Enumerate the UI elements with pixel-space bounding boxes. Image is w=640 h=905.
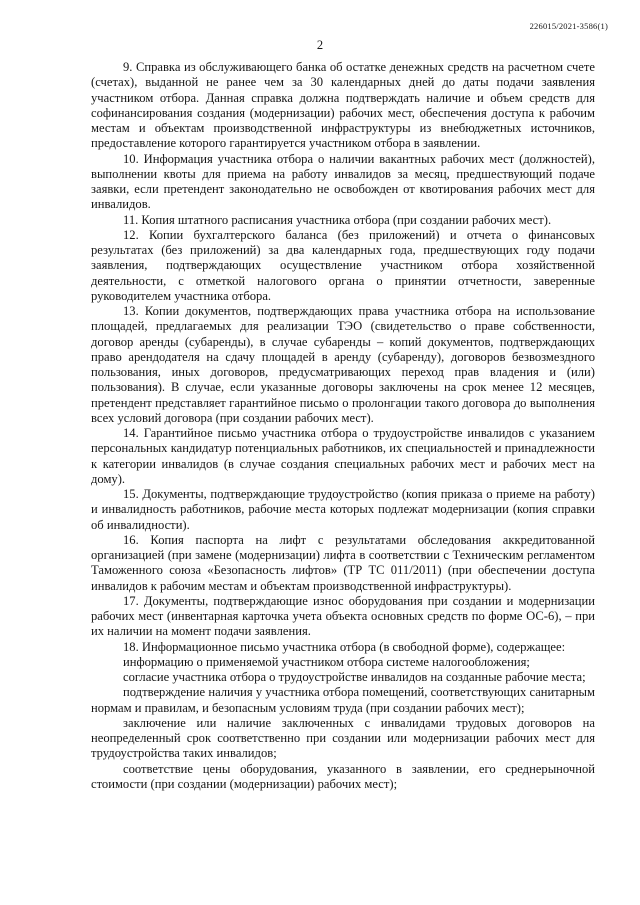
paragraph-18: 18. Информационное письмо участника отбора (в свободной форме), содержащее: bbox=[123, 639, 566, 654]
paragraph-17: 17. Документы, подтверждающие износ оборудования при создании и модернизации рабочих мест (инвентарная карточка учета объекта основных средств по форме ОС-6), – при их наличии на момент подачи заявления. bbox=[91, 593, 595, 639]
paragraph-15: 15. Документы, подтверждающие трудоустройство (копия приказа о приеме на работу) и инвалидность работников, рабочие места которых подлежат модернизации (копия справки об инвалидности). bbox=[91, 487, 595, 532]
paragraph-18-item-equipment-price: соответствие цены оборудования, указанного в заявлении, его среднерыночной стоимости (при создании (модернизации) рабочих мест); bbox=[91, 761, 595, 791]
paragraph-18-item-consent: согласие участника отбора о трудоустройстве инвалидов на созданные рабочие места; bbox=[123, 670, 586, 684]
paragraph-14: 14. Гарантийное письмо участника отбора о трудоустройстве инвалидов с указанием персональных кандидатур потенциальных работников, их специальностей и принадлежности к категории инвалидов (в случае создания специальных рабочих мест и рабочих мест на дому). bbox=[91, 426, 595, 486]
paragraph-18-item-premises: подтверждение наличия у участника отбора помещений, соответствующих санитарным нормам и правилам, и безопасным условиям труда (при создании рабочих мест); bbox=[91, 685, 595, 715]
document-body bbox=[91, 60, 595, 792]
page-number: 2 bbox=[316, 38, 324, 52]
paragraph-16: 16. Копия паспорта на лифт с результатами обследования аккредитованной организацией (при замене (модернизации) лифта в соответствии с Техническим регламентом Таможенного союза «Безопасность лифтов» (ТР ТС 011/2011) (при обеспечении доступа инвалидов к рабочим местам и объектам производственной инфраструктуры). bbox=[91, 532, 595, 593]
paragraph-13: 13. Копии документов, подтверждающих права участника отбора на использование площадей, предлагаемых для реализации ТЭО (свидетельство о праве собственности, договор аренды (субаренды), в случае субаренды – копий документов, подтверждающих право арендодателя на сдачу площадей в аренду (субаренду), договоров безвозмездного пользования, иных договоров, предусматривающих переход прав владения и (или) пользования). В случае, если указанные договоры заключены на срок менее 12 месяцев, претендент представляет гарантийное письмо о пролонгации такого договора до выполнения всех условий договора (при создании рабочих мест). bbox=[91, 304, 595, 425]
paragraph-18-item-tax-system: информацию о применяемой участником отбора системе налогообложения; bbox=[123, 654, 530, 669]
document-number: 226015/2021-3586(1) bbox=[529, 21, 608, 31]
paragraph-18-item-contracts: заключение или наличие заключенных с инвалидами трудовых договоров на неопределенный срок соответственно при создании или модернизации рабочих мест для трудоустройства таких инвалидов; bbox=[91, 715, 595, 761]
paragraph-11: 11. Копия штатного расписания участника отбора (при создании рабочих мест). bbox=[123, 212, 552, 227]
paragraph-10: 10. Информация участника отбора о наличии вакантных рабочих мест (должностей), выполнении квоты для приема на работу инвалидов за месяц, предшествующий подаче заявки, если претендент законодательно не освобожден от квотирования рабочих мест для инвалидов. bbox=[91, 151, 595, 212]
paragraph-9: 9. Справка из обслуживающего банка об остатке денежных средств на расчетном счете (счетах), выданной не ранее чем за 30 календарных дней до даты подачи заявления участником отбора. Данная справка должна подтверждать наличие и объем средств для софинансирования создания (модернизации) рабочих мест, обеспечения доступа к рабочим местам и объектам производственной инфраструктуры из внебюджетных источников, предоставление которого гарантируется участником отбора в заявлении. bbox=[91, 60, 595, 151]
paragraph-12: 12. Копии бухгалтерского баланса (без приложений) и отчета о финансовых результатах (без приложений) за два календарных года, предшествующих году подачи заявления, подтверждающих осуществление участником отбора хозяйственной деятельности, с отметкой налогового органа о принятии отчетности, заверенные руководителем участника отбора. bbox=[91, 227, 595, 303]
